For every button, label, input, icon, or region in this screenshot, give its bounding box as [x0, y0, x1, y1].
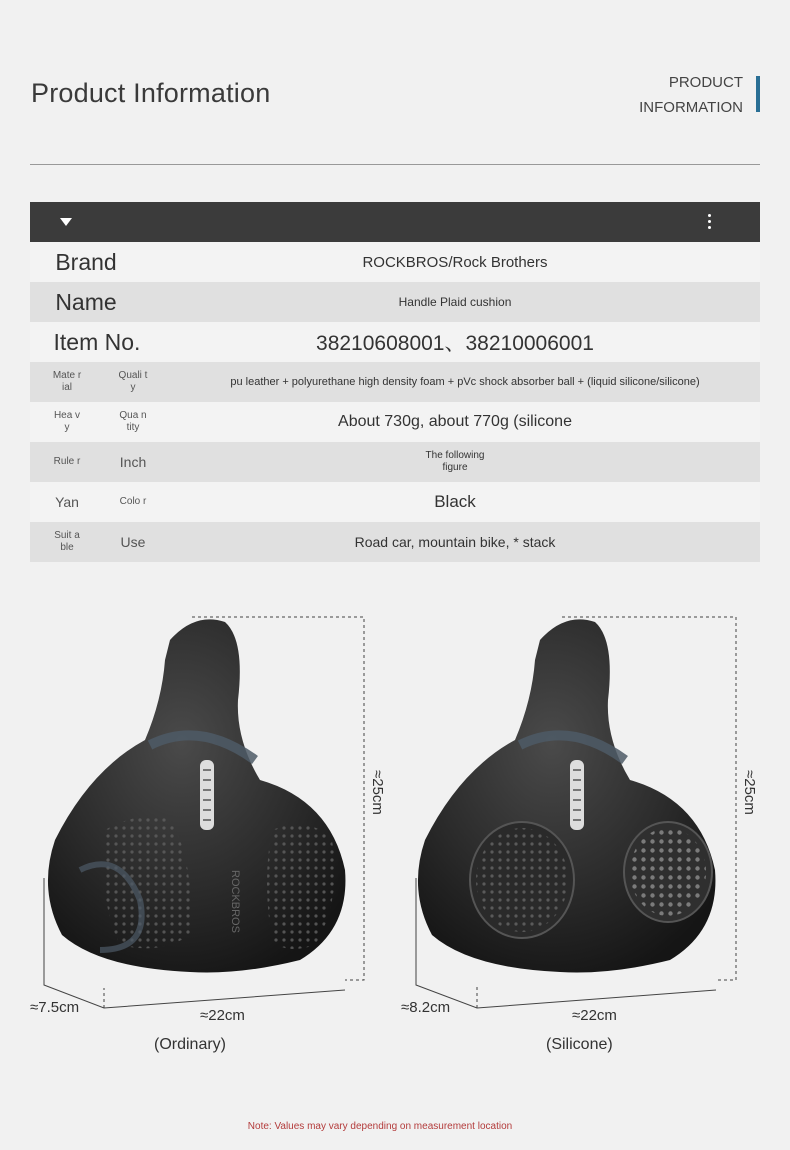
table-row: [30, 322, 760, 362]
row-label: Suit able: [54, 530, 80, 553]
saddle-ordinary-image: [48, 619, 346, 972]
header-accent-bar: [756, 76, 760, 112]
collapse-caret-icon[interactable]: [60, 218, 72, 226]
row-value: The following figure: [425, 450, 485, 473]
row-sublabel: Use: [120, 534, 146, 550]
table-row: [30, 522, 760, 562]
row-label: Item No.: [53, 328, 141, 355]
table-toolbar: [30, 202, 760, 242]
table-row: [30, 362, 760, 402]
row-label: Mate rial: [52, 370, 82, 393]
table-row: [30, 282, 760, 322]
row-value: Road car, mountain bike, * stack: [354, 534, 556, 550]
table-row: [30, 402, 760, 442]
row-value: pu leather + polyurethane high density foam + pVc shock absorber ball + (liquid silicone/silicone): [230, 376, 700, 388]
ordinary-height-label: ≈25cm: [369, 770, 386, 815]
row-label: Name: [55, 288, 117, 315]
ordinary-width-label: ≈22cm: [200, 1007, 245, 1024]
silicone-height-label: ≈25cm: [741, 770, 758, 815]
table-row: [30, 482, 760, 522]
row-value: Black: [434, 492, 476, 511]
saddle-silicone-image: [418, 619, 716, 972]
saddle-diagram: [0, 600, 790, 1030]
row-sublabel: Qua ntity: [119, 410, 147, 433]
row-value: Handle Plaid cushion: [398, 295, 512, 309]
row-value: About 730g, about 770g (silicone: [338, 413, 572, 430]
header-tag-line1: PRODUCT: [668, 74, 743, 91]
table-row: [30, 442, 760, 482]
row-value: ROCKBROS/Rock Brothers: [362, 253, 548, 271]
row-sublabel: Colo r: [119, 496, 147, 507]
header-divider: [30, 164, 760, 165]
measurement-note: Note: Values may vary depending on measurement location: [247, 1121, 513, 1132]
row-label: Yan: [55, 494, 79, 510]
row-label: Brand: [55, 248, 117, 275]
brand-mark: ROCKBROS: [229, 870, 241, 933]
silicone-depth-label: ≈8.2cm: [401, 999, 451, 1016]
row-value: 38210608001、38210006001: [316, 332, 594, 355]
page-title: Product Information: [31, 78, 271, 108]
table-row: [30, 242, 760, 282]
header-tag: [639, 70, 743, 120]
more-options-icon[interactable]: [708, 214, 712, 230]
row-label: Rule r: [53, 456, 81, 467]
row-value-wrap: [150, 442, 760, 482]
silicone-width-label: ≈22cm: [572, 1007, 617, 1024]
row-label: Hea vy: [53, 410, 81, 433]
spec-table: [30, 202, 760, 562]
row-sublabel: Quali ty: [118, 370, 148, 393]
silicone-caption: (Silicone): [546, 1036, 613, 1053]
header-tag-line2: INFORMATION: [639, 99, 743, 116]
row-sublabel: Inch: [119, 454, 147, 470]
ordinary-depth-label: ≈7.5cm: [30, 999, 80, 1016]
ordinary-caption: (Ordinary): [154, 1036, 227, 1053]
